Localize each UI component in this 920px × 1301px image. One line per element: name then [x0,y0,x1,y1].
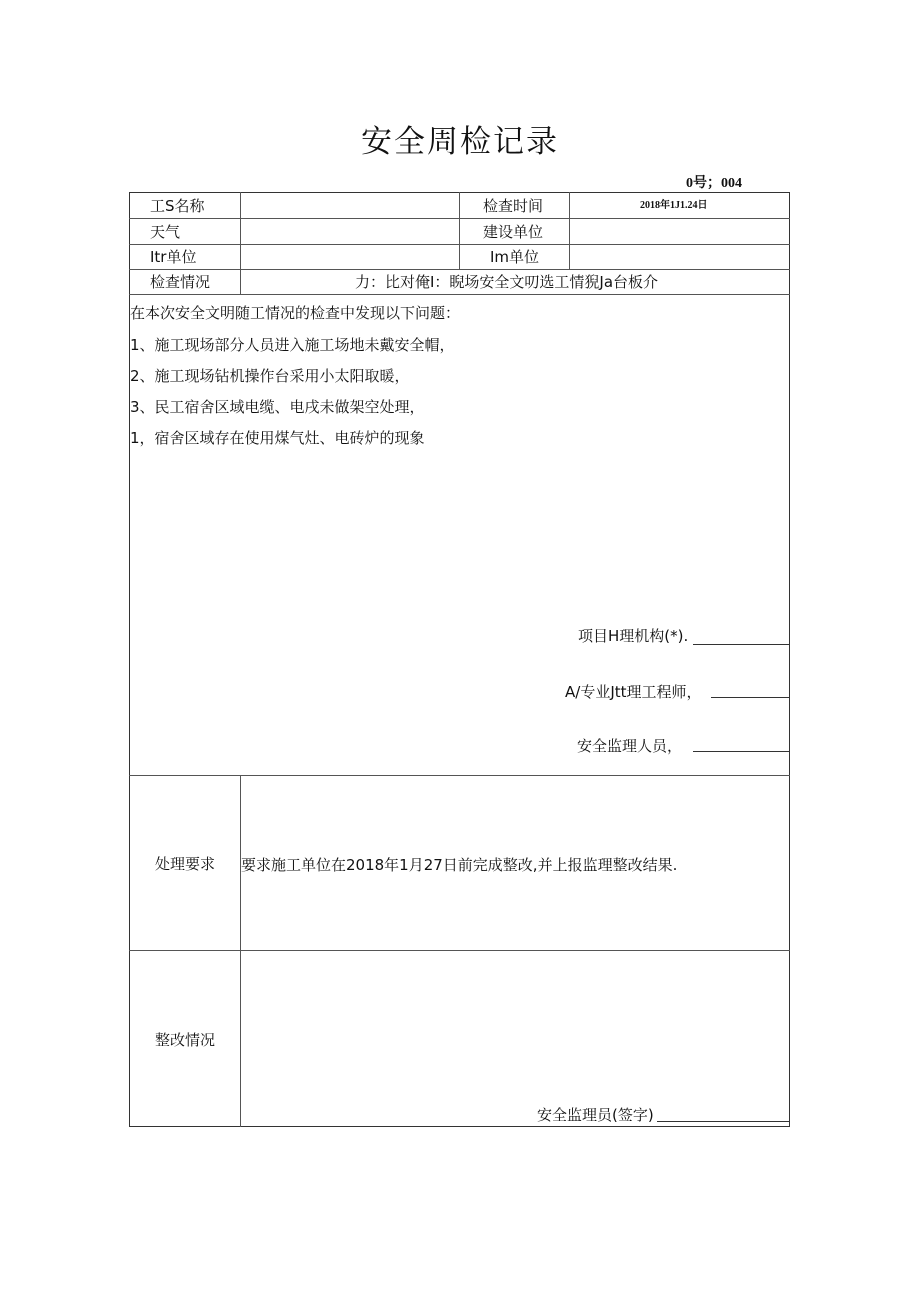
rectification-signature-label: 安全监理员(签字) [537,1106,654,1124]
engineer-signature-label: A/专业Jtt理工程师， [565,683,702,701]
signature-line [657,1121,789,1122]
contractor-label: Itr单位 [150,248,197,266]
owner-unit-label: 建设单位 [483,223,544,241]
form-table [129,192,790,1127]
finding-item: 1、施工现场部分人员进入施工场地未戴安全帽， [130,336,455,354]
finding-item: 1，宿舍区域存在使用煤气灶、电砖炉的现象 [130,429,425,447]
weather-label: 天气 [150,223,181,241]
inspection-time-value: 2018年1J1.24日 [640,200,708,211]
document-number: 0号；004 [686,176,742,191]
signature-line [711,697,789,698]
handling-text: 要求施工单位在2018年1月27日前完成整改,并上报监理整改结果. [241,856,678,874]
row-divider [129,775,790,776]
inspection-time-label: 检查时间 [483,197,544,215]
safety-staff-signature-label: 安全监理人员， [577,737,683,755]
handling-label: 处理要求 [154,855,215,873]
project-org-signature-label: 项目H理机构(*). [578,627,689,645]
column-divider [569,192,570,269]
project-name-label: 工S名称 [150,197,205,215]
rectification-label: 整改情况 [154,1031,215,1049]
row-divider [129,294,790,295]
finding-item: 2、施工现场钻机操作台采用小太阳取暖， [130,367,410,385]
inspection-status-label: 检查情况 [150,273,211,291]
finding-item: 3、民工宿舍区域电缆、电戌未做架空处理， [130,398,425,416]
page-title: 安全周检记录 [361,124,559,160]
column-divider [459,192,460,269]
inspection-summary: 力：比对俺I：睨场安全文叨选工情猊Ja台板介 [355,273,659,291]
findings-intro: 在本次安全文明随工情况的检查中发现以下问题： [130,304,461,322]
column-divider [240,192,241,294]
row-divider [129,950,790,951]
column-divider [240,775,241,1127]
signature-line [693,751,789,752]
signature-line [693,644,789,645]
supervisor-unit-label: Im单位 [490,248,540,266]
